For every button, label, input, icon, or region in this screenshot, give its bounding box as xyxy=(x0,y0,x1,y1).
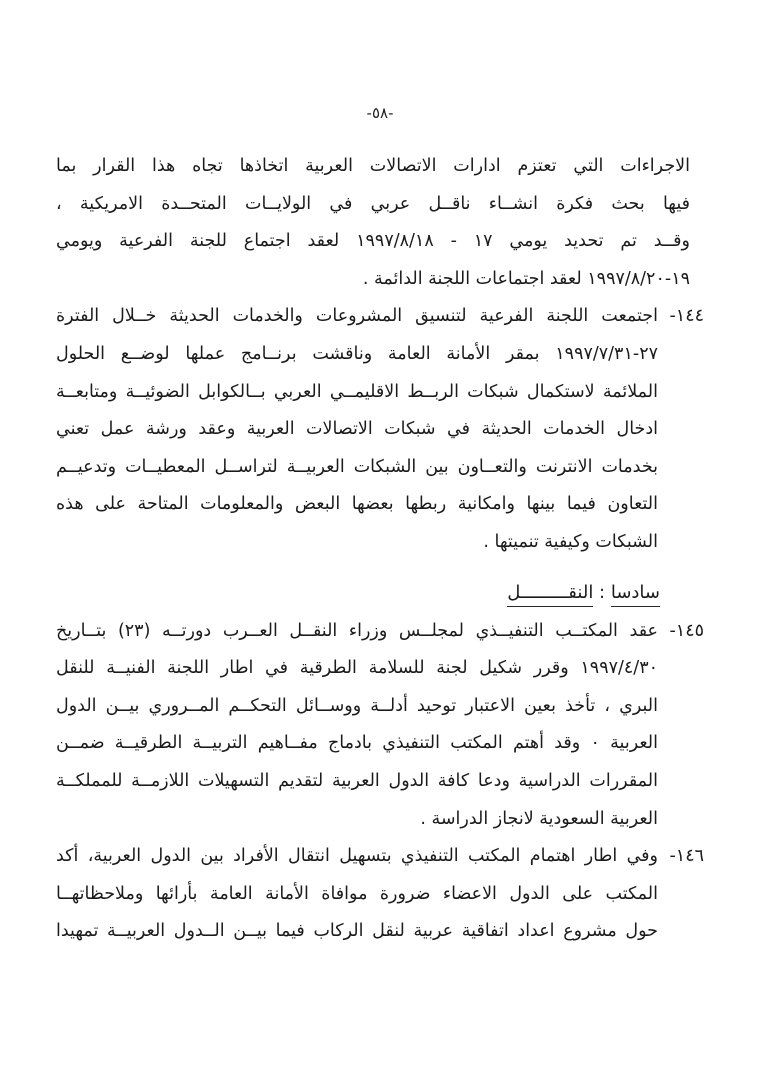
item-number: ١٤٦- xyxy=(669,846,704,867)
text-line: الملائمة لاستكمال شبكات الربــط الاقليمــي العربي بــالكوابل الضوئيــة ومتابعــة xyxy=(56,381,658,402)
section-heading-text: النقـــــــــل xyxy=(507,582,593,607)
text-line: ١٩-١٩٩٧/٨/٢٠ لعقد اجتماعات اللجنة الدائمة . xyxy=(362,268,690,289)
text-line: الشبكات وكيفية تنميتها . xyxy=(483,531,658,552)
text-line: حول مشروع اعداد اتفاقية عربية لنقل الركاب فيما بيــن الــدول العربيــة تمهيدا xyxy=(56,921,658,942)
text-line: التعاون فيما بينها وامكانية ربطها بعضها البعض والمعلومات المتاحة على هذه xyxy=(56,494,658,515)
text-line: وقــد تم تحديد يومي ١٧ - ١٩٩٧/٨/١٨ لعقد اجتماع للجنة الفرعية ويومي xyxy=(56,231,690,252)
section-heading-text: سادسا xyxy=(611,582,660,607)
text-line: ادخال الخدمات الحديثة في شبكات الاتصالات العربية وعقد ورشة عمل تعني xyxy=(56,419,658,440)
document-content xyxy=(56,148,704,951)
page-number: -٥٨- xyxy=(366,104,394,122)
text-line: ١٩٩٧/٤/٣٠ وقرر شكيل لجنة للسلامة الطرقية في اطار اللجنة الفنيــة للنقل xyxy=(56,658,658,679)
paragraph xyxy=(56,148,690,298)
numbered-item xyxy=(56,298,704,561)
numbered-item xyxy=(56,613,704,839)
text-line: فيها بحث فكرة انشــاء ناقــل عربي في الولايــات المتحــدة الامريكية ، xyxy=(56,193,690,214)
text-line: العربية ٠ وقد أهتم المكتب التنفيذي بادماج مفــاهيم التربيــة الطرقيــة ضمــن xyxy=(56,733,658,754)
text-line: الاجراءات التي تعتزم ادارات الاتصالات العربية اتخاذها تجاه هذا القرار بما xyxy=(56,156,690,176)
text-line: المقررات الدراسية ودعا كافة الدول العربية لتقديم التسهيلات اللازمــة للمملكــة xyxy=(56,770,658,791)
text-line: اجتمعت اللجنة الفرعية لتنسيق المشروعات والخدمات الحديثة خــلال الفترة xyxy=(56,306,658,327)
section-heading xyxy=(56,573,660,613)
text-line: البري ، تأخذ بعين الاعتبار توحيد أدلــة ووســائل التحكــم المــروري بيــن الدول xyxy=(56,695,658,716)
text-line: ٢٧-١٩٩٧/٧/٣١ بمقر الأمانة العامة وناقشت برنــامج عملها لوضــع الحلول xyxy=(56,343,658,364)
numbered-item xyxy=(56,838,704,951)
item-number: ١٤٥- xyxy=(669,620,704,641)
item-number: ١٤٤- xyxy=(669,306,704,327)
text-line: بخدمات الانترنت والتعــاون بين الشبكات العربيــة لتراســل المعطيــات وتدعيــم xyxy=(56,456,658,477)
text-line: العربية السعودية لانجاز الدراسة . xyxy=(420,808,658,829)
section-heading-separator: : xyxy=(593,581,611,603)
text-line: وفي اطار اهتمام المكتب التنفيذي بتسهيل انتقال الأفراد بين الدول العربية، أكد xyxy=(56,846,658,867)
text-line: عقد المكتــب التنفيــذي لمجلــس وزراء النقــل العــرب دورتــه (٢٣) بتــاريخ xyxy=(56,620,658,641)
text-line: المكتب على الدول الاعضاء ضرورة موافاة الأمانة العامة بأرائها وملاحظاتهــا xyxy=(56,883,658,904)
